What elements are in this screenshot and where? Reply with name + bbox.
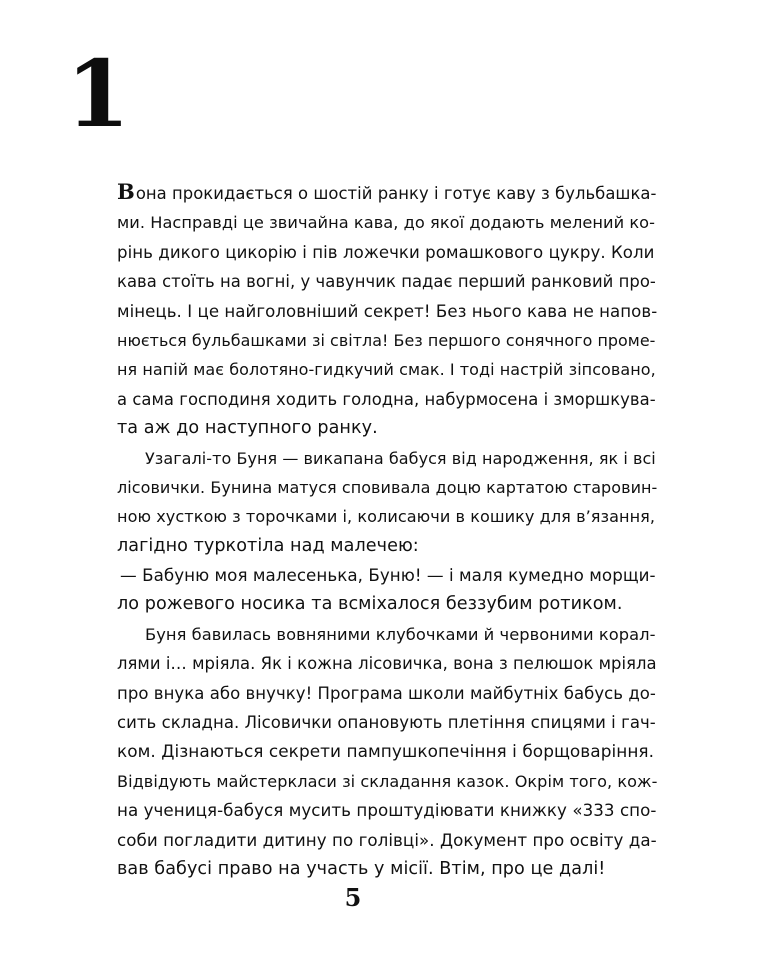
text-line: Відвідують майстеркласи зі складання казок. Окрім того, кож-: [117, 771, 658, 791]
text-line: ми. Насправді це звичайна кава, до якої додають мелений ко-: [117, 213, 656, 233]
text-line: ло рожевого носика та всміхалося беззубим ротиком.: [117, 594, 623, 615]
text-line: лагідно туркотіла над малечею:: [117, 535, 419, 556]
text-line: соби погладити дитину по голівці». Документ про освіту да-: [117, 829, 657, 850]
text-line: на учениця-бабуся мусить проштудіювати книжку «333 спо-: [117, 800, 657, 821]
text-line: сить складна. Лісовички опановують плетіння спицями і гач-: [117, 713, 656, 733]
text-line: а сама господиня ходить голодна, набурмосена і зморшкува-: [117, 389, 656, 409]
text-line: ня напій має болотяно-гидкучий смак. І тоді настрій зіпсовано,: [117, 360, 656, 380]
text-line: мінець. І це найголовніший секрет! Без нього кава не напов-: [117, 301, 658, 321]
text-line: кава стоїть на вогні, у чавунчик падає перший ранковий про-: [117, 272, 656, 292]
text-line: нюється бульбашками зі світла! Без першого сонячного проме-: [117, 330, 656, 350]
text-line: рінь дикого цикорію і пів ложечки ромашкового цукру. Коли: [117, 242, 655, 262]
body-text: [117, 179, 657, 884]
text-line: Вона прокидається о шостій ранку і готує каву з бульбашка-: [117, 179, 657, 204]
text-line: вав бабусі право на участь у місії. Втім, про це далі!: [117, 858, 606, 879]
chapter-number: 1: [66, 40, 129, 148]
text-line: ком. Дізнаються секрети пампушкопечіння і борщоваріння.: [117, 741, 655, 762]
text-line: про внука або внучку! Програма школи майбутніх бабусь до-: [117, 683, 656, 703]
text-line: ною хусткою з торочками і, колисаючи в кошику для в’язання,: [117, 507, 656, 527]
dialogue-line: — Бабуню моя малесенька, Буню! — і маля кумедно морщи-: [120, 565, 656, 586]
text-line: лями і… мріяла. Як і кожна лісовичка, вона з пелюшок мріяла: [117, 654, 657, 674]
page-number: 5: [344, 883, 362, 912]
text-line: та аж до наступного ранку.: [117, 418, 378, 439]
paragraph-start-line: Узагалі-то Буня — викапана бабуся від народження, як і всі: [145, 448, 656, 468]
paragraph-start-line: Буня бавилась вовняними клубочками й червоними корал-: [145, 624, 656, 644]
drop-cap: В: [117, 179, 135, 204]
text-line: лісовички. Бунина матуся сповивала доцю картатою старовин-: [117, 477, 658, 497]
